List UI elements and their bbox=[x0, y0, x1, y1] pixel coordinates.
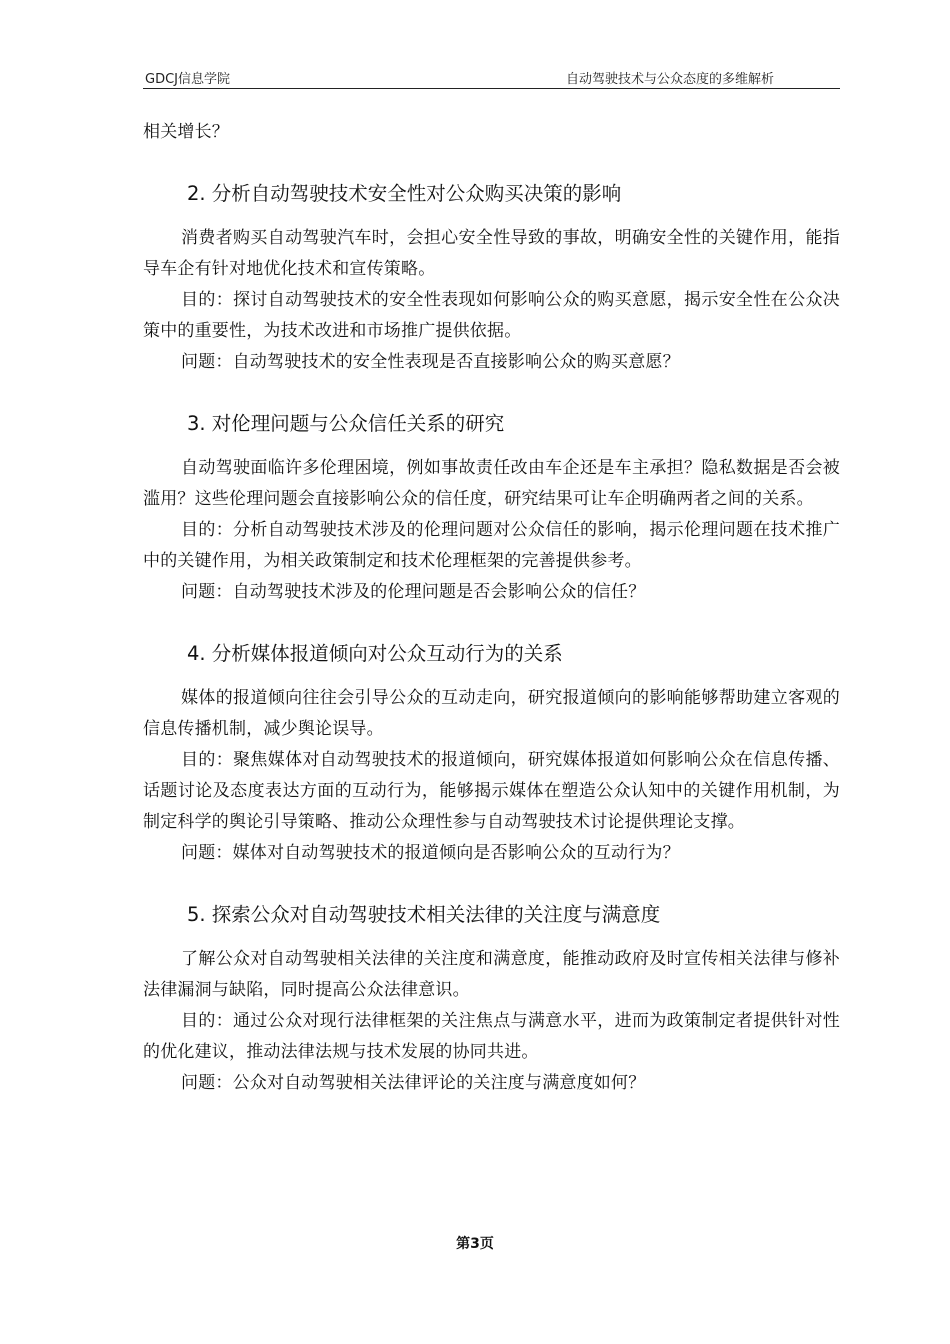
page-header bbox=[143, 66, 840, 89]
section-question: 问题：自动驾驶技术涉及的伦理问题是否会影响公众的信任？ bbox=[181, 582, 646, 602]
section-title: 4. 分析媒体报道倾向对公众互动行为的关系 bbox=[187, 642, 563, 665]
section-paragraph: 消费者购买自动驾驶汽车时，会担心安全性导致的事故，明确安全性的关键作用，能指导车企有针对地优化技术和宣传策略。 bbox=[143, 228, 840, 279]
page-number: 第3页 bbox=[456, 1236, 494, 1252]
section-4 bbox=[143, 638, 840, 869]
section-purpose: 目的：探讨自动驾驶技术的安全性表现如何影响公众的购买意愿，揭示安全性在公众决策中的重要性，为技术改进和市场推广提供依据。 bbox=[143, 290, 840, 341]
header-document-title: 自动驾驶技术与公众态度的多维解析 bbox=[565, 72, 774, 87]
section-question: 问题：公众对自动驾驶相关法律评论的关注度与满意度如何？ bbox=[181, 1073, 646, 1093]
section-5 bbox=[143, 899, 840, 1099]
section-question: 问题：自动驾驶技术的安全性表现是否直接影响公众的购买意愿？ bbox=[181, 352, 680, 372]
section-purpose: 目的：聚焦媒体对自动驾驶技术的报道倾向，研究媒体报道如何影响公众在信息传播、话题讨论及态度表达方面的互动行为，能够揭示媒体在塑造公众认知中的关键作用机制，为制定科学的舆论引导策略、推动公众理性参与自动驾驶技术讨论提供理论支撑。 bbox=[143, 750, 840, 832]
section-3 bbox=[143, 408, 840, 608]
section-title: 5. 探索公众对自动驾驶技术相关法律的关注度与满意度 bbox=[187, 903, 661, 926]
section-paragraph: 媒体的报道倾向往往会引导公众的互动走向，研究报道倾向的影响能够帮助建立客观的信息传播机制，减少舆论误导。 bbox=[143, 688, 840, 739]
section-paragraph: 了解公众对自动驾驶相关法律的关注度和满意度，能推动政府及时宣传相关法律与修补法律漏洞与缺陷，同时提高公众法律意识。 bbox=[143, 949, 840, 1000]
header-institution: GDCJ信息学院 bbox=[145, 72, 230, 87]
section-2 bbox=[143, 178, 840, 378]
section-question: 问题：媒体对自动驾驶技术的报道倾向是否影响公众的互动行为？ bbox=[181, 843, 680, 863]
section-paragraph: 自动驾驶面临许多伦理困境，例如事故责任改由车企还是车主承担？隐私数据是否会被滥用？这些伦理问题会直接影响公众的信任度，研究结果可让车企明确两者之间的关系。 bbox=[143, 458, 840, 509]
section-title: 2. 分析自动驾驶技术安全性对公众购买决策的影响 bbox=[187, 182, 622, 205]
section-title: 3. 对伦理问题与公众信任关系的研究 bbox=[187, 412, 505, 435]
section-purpose: 目的：分析自动驾驶技术涉及的伦理问题对公众信任的影响，揭示伦理问题在技术推广中的关键作用，为相关政策制定和技术伦理框架的完善提供参考。 bbox=[143, 520, 840, 571]
intro-continuation-line: 相关增长？ bbox=[143, 122, 229, 142]
page-body bbox=[143, 117, 840, 1099]
section-purpose: 目的：通过公众对现行法律框架的关注焦点与满意水平，进而为政策制定者提供针对性的优化建议，推动法律法规与技术发展的协同共进。 bbox=[143, 1011, 840, 1062]
